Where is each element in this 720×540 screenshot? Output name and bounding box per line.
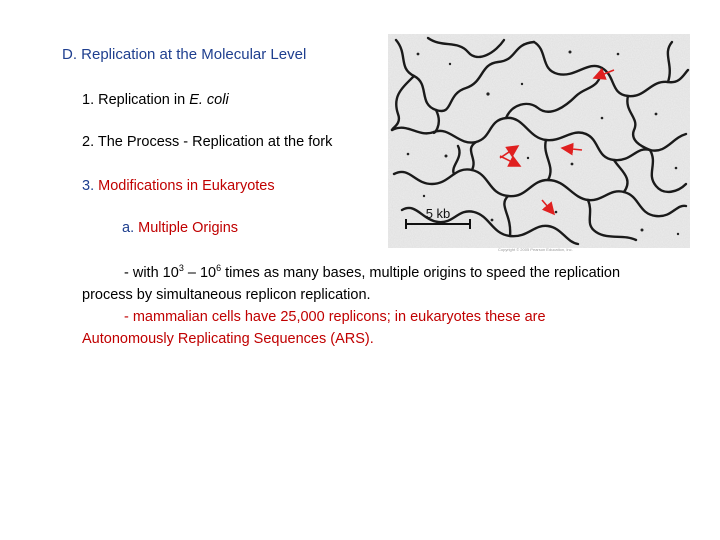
body-paragraph <box>82 262 702 350</box>
l1-text-a: - with 10 <box>124 265 179 281</box>
paragraph-line-4: Autonomously Replicating Sequences (ARS). <box>82 331 374 347</box>
figure-copyright: Copyright © 2005 Pearson Education, Inc. <box>498 247 573 252</box>
l1-text-c: times as many bases, multiple origins to speed the replication <box>221 265 621 281</box>
l1-exponent-2: 6 <box>216 263 222 274</box>
scale-bar-label: 5 kb <box>425 206 451 221</box>
paragraph-line-2: process by simultaneous replicon replication. <box>82 287 371 303</box>
item1-prefix: 1. Replication in <box>82 92 190 108</box>
list-item-process-fork: 2. The Process - Replication at the fork <box>82 134 333 150</box>
suba-label: Multiple Origins <box>138 220 239 236</box>
sub-item-multiple-origins <box>122 220 238 236</box>
paragraph-line-1 <box>82 262 702 284</box>
item1-organism: E. coli <box>189 92 229 108</box>
suba-prefix: a. <box>122 220 139 236</box>
list-item-modifications-eukaryotes <box>82 178 275 194</box>
paragraph-line-3: - mammalian cells have 25,000 replicons; in eukaryotes these are <box>124 309 546 325</box>
l1-text-b: – 10 <box>183 265 217 281</box>
l1-exponent-1: 3 <box>178 263 184 274</box>
item3-label: Modifications in Eukaryotes <box>98 178 275 194</box>
dna-micrograph-image <box>388 34 690 248</box>
list-item-replication-ecoli <box>82 92 229 108</box>
item3-number: 3. <box>82 178 99 194</box>
section-heading: D. Replication at the Molecular Level <box>62 46 307 63</box>
